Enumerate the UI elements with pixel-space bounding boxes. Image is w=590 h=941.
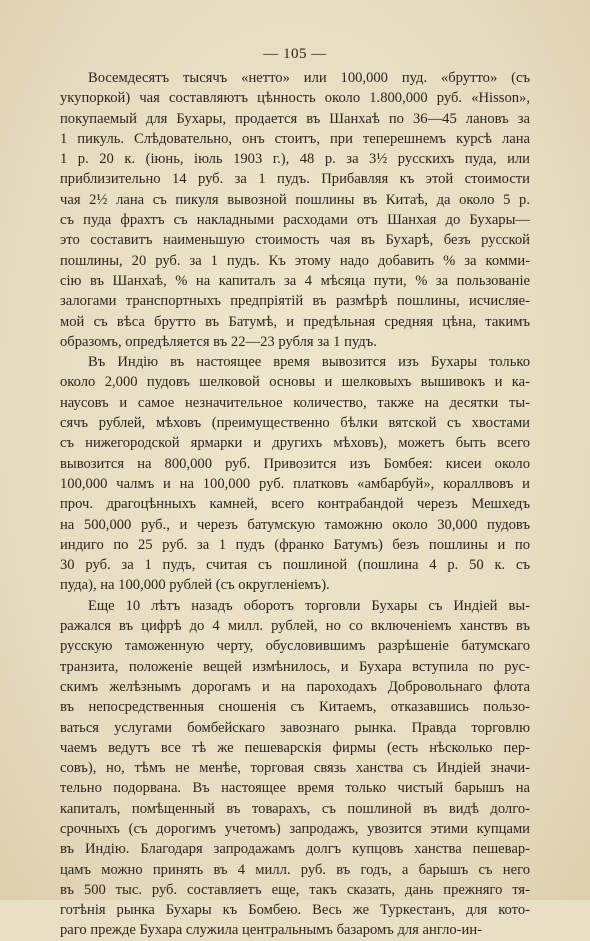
text-line: наусовъ и самое незначительное количество, также на десятки ты- [60, 394, 530, 411]
text-line: ваться услугами бомбейскаго завознаго рынка. Правда торговлю [60, 719, 530, 736]
text-line: въ Индію. Благодаря запродажамъ долгъ купцовъ ханства пешевар- [60, 841, 530, 858]
text-line: сячъ рублей, мѣховъ (преимущественно бѣлки вятской съ хвостами [60, 415, 530, 432]
text-line: въ непосредственныя сношенія съ Китаемъ, отказавшись пользо- [60, 699, 530, 716]
paragraph [60, 352, 530, 596]
text-line: на 500,000 руб., и черезъ батумскую таможню около 30,000 пудовъ [60, 516, 530, 533]
text-line: тельно подорвана. Въ настоящее время только чистый барышъ на [60, 780, 530, 797]
text-line: Восемдесятъ тысячъ «нетто» или 100,000 пуд. «брутто» (съ [88, 70, 530, 86]
text-line: съ нижегородской ярмарки и другихъ мѣховъ), можетъ быть всего [60, 435, 530, 452]
text-line: проч. драгоцѣнныхъ камней, всего контрабандой черезъ Мешхедъ [60, 496, 530, 513]
text-line: укупоркой) чая составляютъ цѣнность около 1.800,000 руб. «Hisson», [60, 90, 530, 107]
text-line: 100,000 чалмъ и на 100,000 руб. платковъ «амбарбуй», кораллвовъ и [60, 475, 530, 492]
text-line: это составитъ наименьшую стоимость чая въ Бухарѣ, безъ русской [60, 232, 530, 249]
text-line: чая 2½ лана съ пикуля вывозной пошлины въ Китаѣ, да около 5 р. [60, 191, 530, 208]
text-line: покупаемый для Бухары, продается въ Шанхаѣ по 36—45 лановъ за [60, 110, 530, 127]
text-line: Въ Индію въ настоящее время вывозится изъ Бухары только [88, 354, 530, 371]
text-line: мой съ вѣса брутто въ Батумѣ, и предѣльная средняя цѣна, такимъ [60, 313, 530, 330]
page-number: — 105 — [263, 46, 327, 62]
text-line: скимъ желѣзнымъ дорогамъ и на пароходахъ Добровольнаго флота [60, 678, 530, 695]
text-line: капиталъ, помѣщенный въ товарахъ, съ пошлиной въ видѣ долго- [60, 800, 530, 817]
text-line: индиго по 25 руб. за 1 пудъ (франко Батумъ) безъ пошлины и по [60, 536, 530, 553]
text-line: залогами транспортныхъ предпріятій въ размѣрѣ пошлины, исчисляе- [60, 293, 530, 310]
paragraph [60, 68, 530, 352]
text-line: пуда), на 100,000 рублей (съ округленіемъ). [60, 577, 330, 594]
text-line: срочныхъ (съ дорогимъ учетомъ) запродажъ, увозится этими купцами [60, 820, 530, 837]
text-line: совъ), но, тѣмъ не менѣе, торговая связь ханства съ Индіей значи- [60, 760, 530, 777]
text-line: 1 пикуль. Слѣдовательно, онъ стоитъ, при теперешнемъ курсѣ лана [60, 130, 530, 147]
text-line: раго прежде Бухара служила центральнымъ базаромъ для англо-ин- [60, 922, 482, 939]
text-line: пошлины, 20 руб. за 1 пудъ. Къ этому надо добавить % за комми- [60, 252, 530, 269]
text-line: Еще 10 лѣтъ назадъ оборотъ торговли Бухары съ Индіей вы- [88, 597, 530, 614]
text-line: цамъ можно принять въ 4 милл. руб. въ годъ, а барышъ съ него [60, 861, 530, 878]
text-line: транзита, положеніе вещей измѣнилось, и Бухара вступила по рус- [60, 658, 530, 675]
text-line: образомъ, опредѣляется въ 22—23 рубля за 1 пудъ. [60, 333, 377, 350]
text-line: вывозится на 800,000 руб. Привозится изъ Бомбея: кисеи около [60, 455, 530, 472]
text-line: ражался въ цифрѣ до 4 милл. рублей, но со включеніемъ ханствъ въ [60, 618, 530, 635]
text-line: 1 р. 20 к. (іюнь, іюль 1903 г.), 48 р. за 3½ русскихъ пуда, или [60, 151, 530, 168]
text-line: готѣнія рынка Бухары къ Бомбею. Весь же Туркестанъ, для кото- [60, 902, 530, 919]
text-body [60, 68, 530, 941]
text-line: русскую таможенную черту, обусловившимъ разрѣшеніе батумскаго [60, 638, 530, 655]
paragraph [60, 596, 530, 941]
text-line: сію въ Шанхаѣ, % на капиталъ за 4 мѣсяца пути, % за пользованіе [60, 272, 530, 289]
text-line: съ пуда фрахтъ съ накладными расходами отъ Шанхая до Бухары— [60, 212, 530, 229]
text-line: чаемъ ведутъ все тѣ же пешеварскія фирмы (есть нѣсколько пер- [60, 739, 530, 756]
text-line: приблизительно 14 руб. за 1 пудъ. Прибавляя къ этой стоимости [60, 171, 530, 188]
text-line: 30 руб. за 1 пудъ, считая съ пошлиной (пошлина 4 р. 50 к. съ [60, 557, 530, 574]
text-line: около 2,000 пудовъ шелковой основы и шелковыхъ вышивокъ и ка- [60, 374, 530, 391]
text-line: въ 500 тыс. руб. составляетъ еще, такъ сказать, дань прежняго тя- [60, 881, 530, 898]
